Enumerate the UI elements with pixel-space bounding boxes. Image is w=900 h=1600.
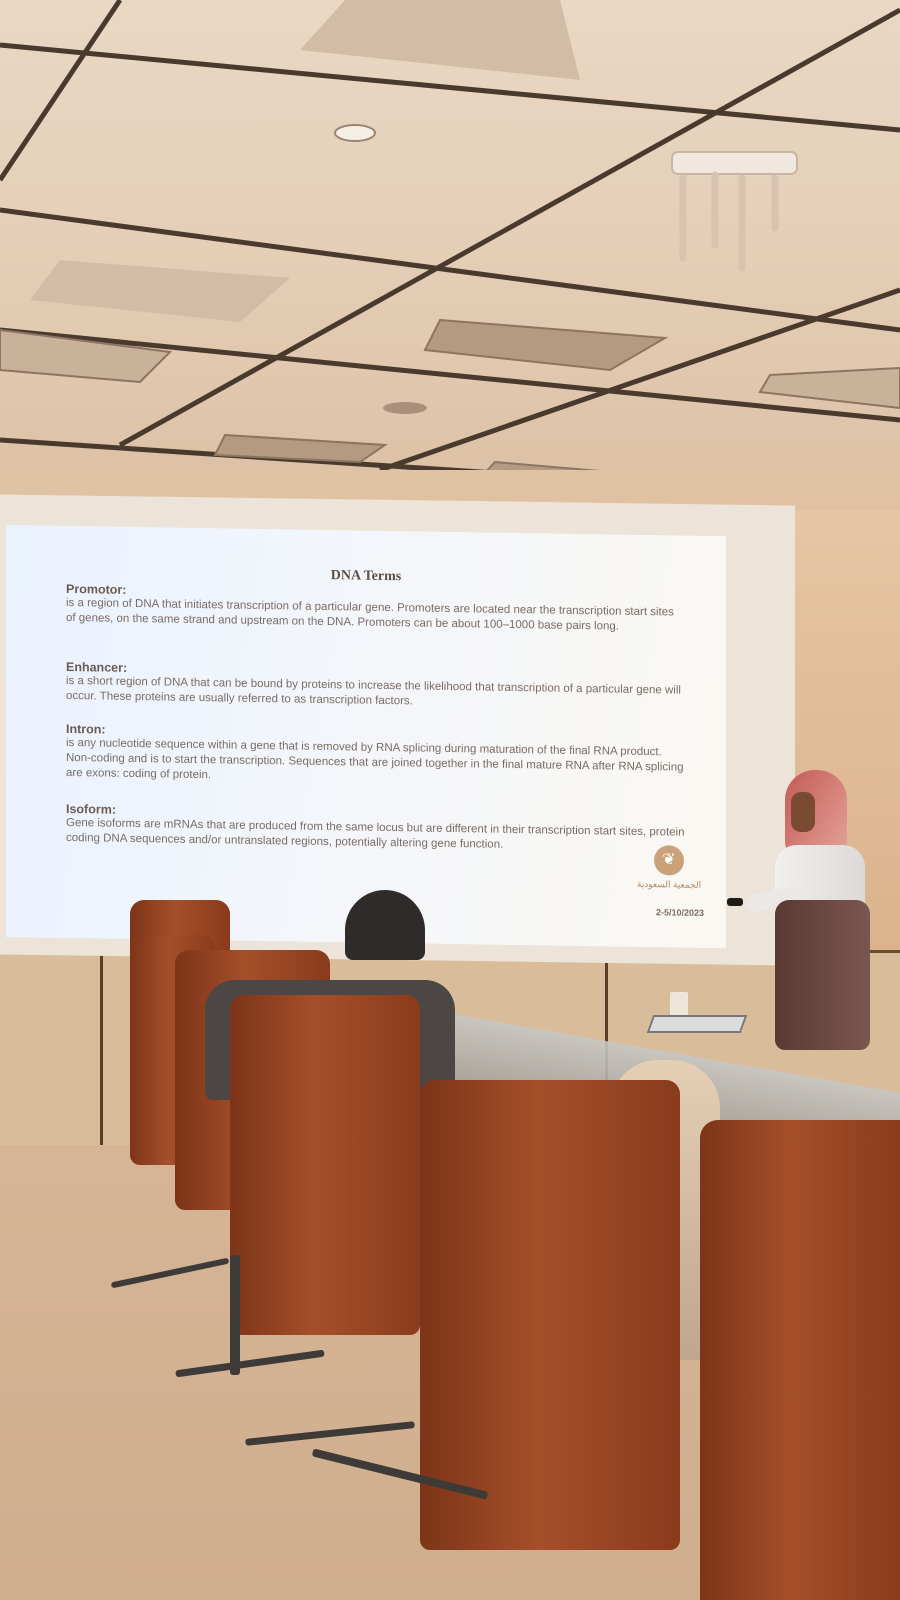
cap xyxy=(345,890,425,960)
chair-base xyxy=(230,1255,240,1375)
term-text: is a short region of DNA that can be bound by proteins to increase the likelihood that transcription of a particular gene will occur. These proteins are usually referred to as transcription factors. xyxy=(66,674,681,708)
term-heading: Isoform: xyxy=(66,801,116,817)
slide-title: DNA Terms xyxy=(330,568,402,585)
term-enhancer xyxy=(66,660,686,714)
term-heading: Promotor: xyxy=(66,581,127,597)
vent-right xyxy=(760,368,900,408)
organization-logo xyxy=(634,845,704,891)
vent-center xyxy=(215,320,665,488)
term-text: is any nucleotide sequence within a gene that is removed by RNA splicing during maturation of the final RNA product. Non-coding and is to start the transcription. Sequences that are joined together in the final mature RNA after RNA splicing are exons: coding of protein. xyxy=(66,736,684,782)
skylight xyxy=(30,0,580,322)
slide-date: 2-5/10/2023 xyxy=(655,907,704,918)
term-promotor xyxy=(66,582,686,636)
logo-seal-icon: ❦ xyxy=(654,845,684,875)
term-text: is a region of DNA that initiates transcription of a particular gene. Promoters are located near the transcription start sites of genes, on the same strand and upstream on the DNA. Promoters can be about 100–1000 base pairs long. xyxy=(66,596,674,633)
office-chair-front xyxy=(420,1080,680,1550)
term-isoform xyxy=(66,802,686,856)
ceiling xyxy=(0,0,900,500)
logo-text: الجمعية السعودية xyxy=(636,878,702,890)
office-chair xyxy=(230,995,420,1335)
ceiling-light xyxy=(335,125,375,141)
term-intron xyxy=(66,722,686,791)
office-chair-front xyxy=(700,1120,900,1600)
presenter-face xyxy=(791,792,815,832)
laser-pointer-icon xyxy=(727,898,743,906)
sensor-device xyxy=(672,152,797,268)
office-chair xyxy=(775,900,870,1050)
laptop xyxy=(647,1015,748,1033)
term-text: Gene isoforms are mRNAs that are produced from the same locus but are different in their transcription start sites, protein coding DNA sequences and/or untranslated regions, potentially altering gene function. xyxy=(66,816,685,851)
term-heading: Intron: xyxy=(66,721,106,737)
term-heading: Enhancer: xyxy=(66,659,128,675)
ceiling-grid xyxy=(0,0,900,500)
projected-slide xyxy=(6,525,726,948)
wall-panel-divider xyxy=(100,955,103,1145)
